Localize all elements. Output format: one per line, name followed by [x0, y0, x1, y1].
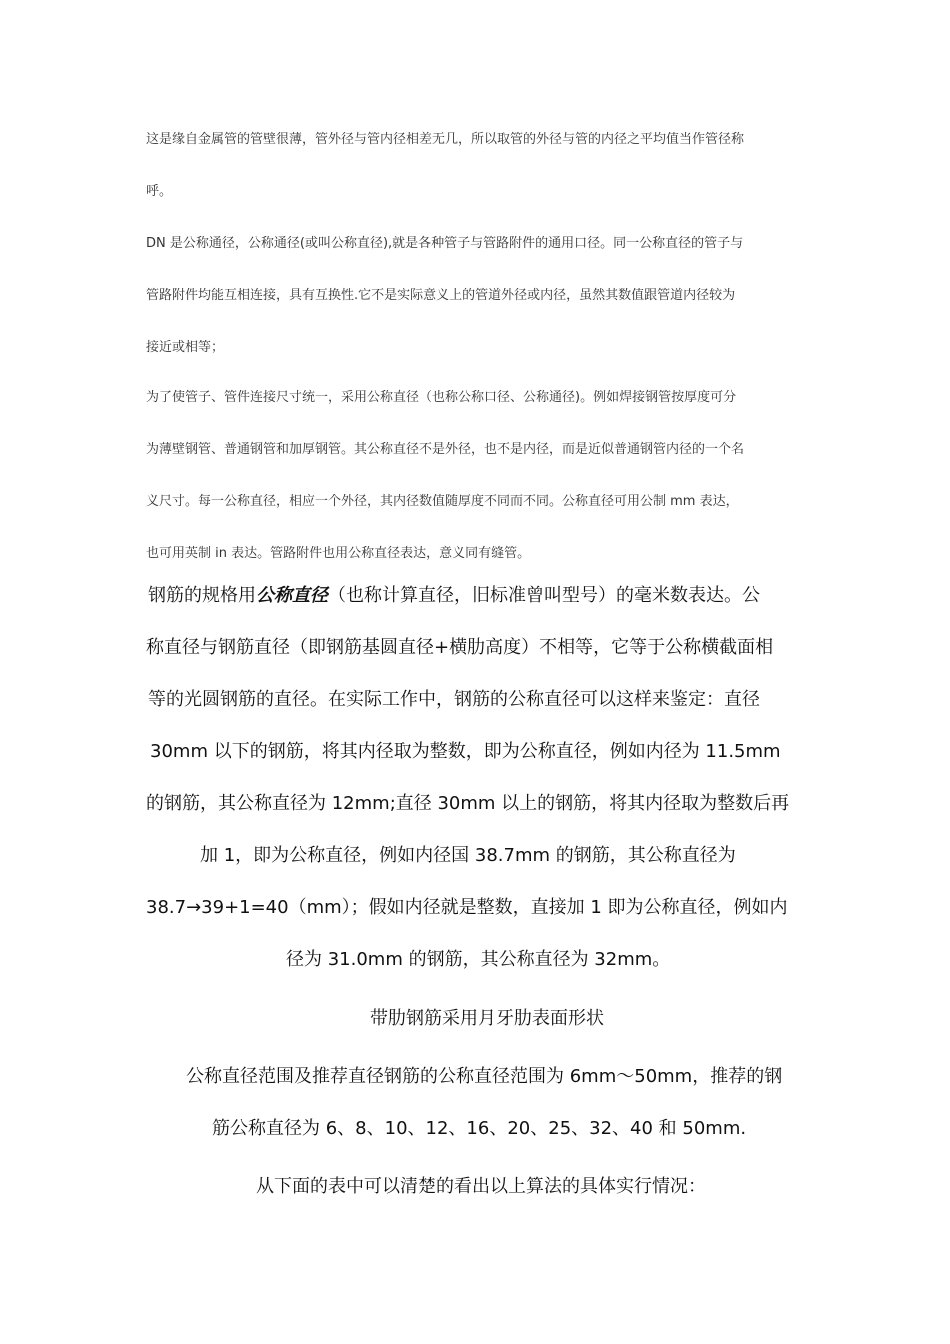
paragraph-line: 为薄壁钢管、普通钢管和加厚钢管。其公称直径不是外径，也不是内径，而是近似普通钢管内径的一个名 — [146, 442, 745, 457]
paragraph-line: 接近或相等； — [146, 340, 225, 355]
paragraph-line: DN 是公称通径，公称通径(或叫公称直径),就是各种管子与管路附件的通用口径。同一公称直径的管子与 — [146, 236, 744, 251]
closing-line: 从下面的表中可以清楚的看出以上算法的具体实行情况： — [256, 1176, 706, 1197]
paragraph-line: 径为 31.0mm 的钢筋，其公称直径为 32mm。 — [286, 949, 671, 970]
paragraph-line: 管路附件均能互相连接，具有互换性.它不是实际意义上的管道外径或内径，虽然其数值跟管道内径较为 — [146, 288, 736, 303]
paragraph-line: 公称直径范围及推荐直径钢筋的公称直径范围为 6mm～50mm，推荐的钢 — [186, 1066, 783, 1087]
paragraph-line: 30mm 以下的钢筋，将其内径取为整数，即为公称直径，例如内径为 11.5mm — [150, 741, 781, 762]
paragraph-line: 筋公称直径为 6、8、10、12、16、20、25、32、40 和 50mm. — [212, 1118, 747, 1139]
emphasis-term: 公称直径 — [256, 585, 328, 606]
paragraph-line: 称直径与钢筋直径（即钢筋基圆直径+横肋高度）不相等，它等于公称横截面相 — [146, 637, 774, 658]
paragraph-line: 等的光圆钢筋的直径。在实际工作中，钢筋的公称直径可以这样来鉴定：直径 — [148, 689, 760, 710]
paragraph-line: 这是缘自金属管的管壁很薄，管外径与管内径相差无几，所以取管的外径与管的内径之平均值当作管径称 — [146, 132, 745, 147]
paragraph-line — [148, 581, 760, 607]
paragraph-line: 义尺寸。每一公称直径，相应一个外径，其内径数值随厚度不同而不同。公称直径可用公制 mm 表达， — [146, 494, 739, 509]
paragraph-line: 的钢筋，其公称直径为 12mm;直径 30mm 以上的钢筋，将其内径取为整数后再 — [146, 793, 790, 814]
paragraph-line: 加 1，即为公称直径，例如内径国 38.7mm 的钢筋，其公称直径为 — [200, 845, 736, 866]
paragraph-line: 呼。 — [146, 184, 173, 199]
text-run: （也称计算直径，旧标准曾叫型号）的毫米数表达。公 — [328, 585, 760, 606]
section-heading: 带肋钢筋采用月牙肋表面形状 — [370, 1008, 604, 1029]
text-run: 钢筋的规格用 — [148, 585, 256, 606]
paragraph-line: 38.7→39+1=40（mm）；假如内径就是整数，直接加 1 即为公称直径，例如内 — [146, 897, 788, 918]
paragraph-line: 为了使管子、管件连接尺寸统一，采用公称直径（也称公称口径、公称通径)。例如焊接钢管按厚度可分 — [146, 390, 737, 405]
paragraph-line: 也可用英制 in 表达。管路附件也用公称直径表达，意义同有缝管。 — [146, 546, 531, 561]
